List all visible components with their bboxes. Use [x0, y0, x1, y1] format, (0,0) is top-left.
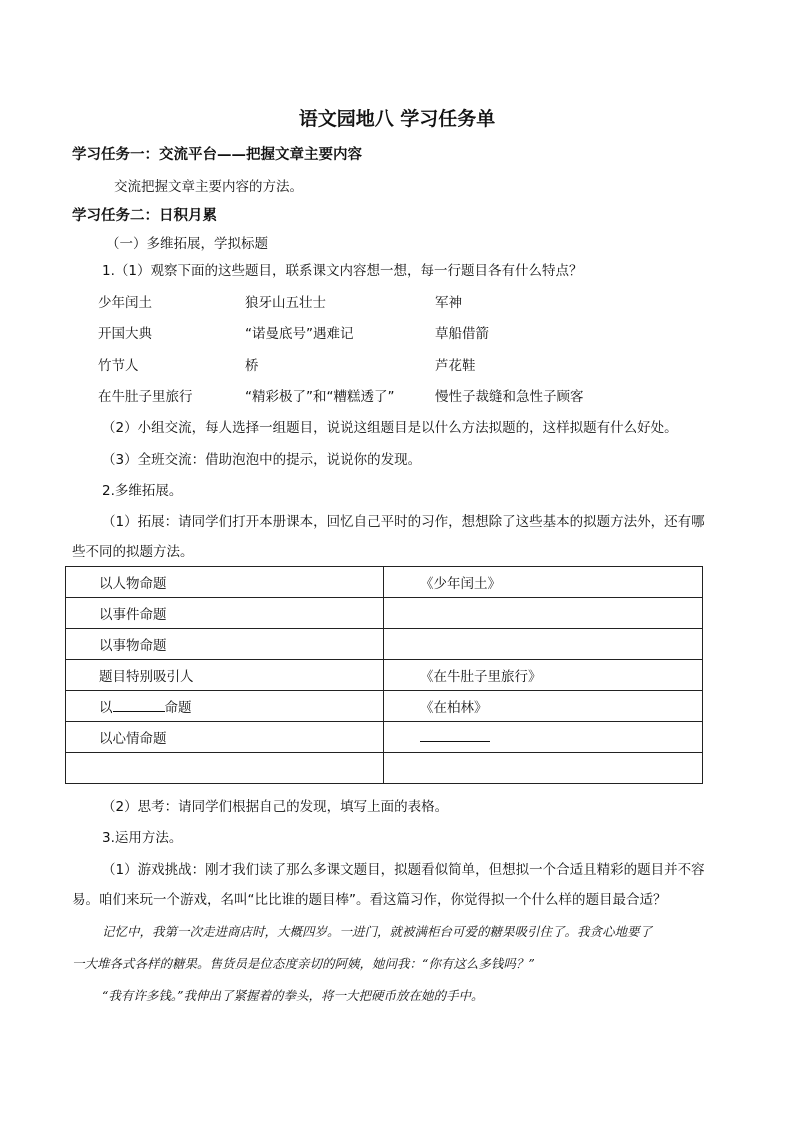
example-cell[interactable]	[384, 753, 703, 784]
title-cell: “精彩极了”和“糟糕透了”	[245, 389, 395, 405]
question-2: 2.多维拓展。	[102, 483, 183, 499]
method-cell[interactable]: 题目特别吸引人	[66, 660, 384, 691]
table-row	[66, 722, 703, 753]
title-cell: 狼牙山五壮士	[245, 295, 326, 311]
fill-blank[interactable]	[420, 729, 490, 742]
page-title: 语文园地八 学习任务单	[298, 108, 496, 130]
title-cell: 开国大典	[98, 326, 152, 342]
example-cell[interactable]: 《少年闰土》	[384, 567, 703, 598]
example-cell[interactable]: 《在牛肚子里旅行》	[384, 660, 703, 691]
title-cell: “诺曼底号”遇难记	[245, 326, 354, 342]
example-cell[interactable]	[384, 598, 703, 629]
method-cell[interactable]: 以事物命题	[66, 629, 384, 660]
method-suffix: 命题	[164, 700, 192, 716]
method-cell[interactable]: 以事件命题	[66, 598, 384, 629]
table-row	[66, 567, 703, 598]
example-cell[interactable]: 《在柏林》	[384, 691, 703, 722]
method-prefix: 以	[99, 700, 113, 716]
task1-heading-text: 学习任务一：交流平台——把握文章主要内容	[72, 146, 362, 163]
passage-line: “我有许多钱。”我伸出了紧握着的拳头，将一大把硬币放在她的手中。	[102, 988, 484, 1003]
method-cell[interactable]: 以人物命题	[66, 567, 384, 598]
title-cell: 在牛肚子里旅行	[98, 389, 193, 405]
question-3-1-line1: （1）游戏挑战：刚才我们读了那么多课文题目，拟题看似简单，但想拟一个合适且精彩的题目并不容	[102, 862, 705, 878]
title-cell: 芦花鞋	[435, 358, 476, 374]
method-cell[interactable]: 以心情命题	[66, 722, 384, 753]
question-1-3: （3）全班交流：借助泡泡中的提示，说说你的发现。	[102, 452, 422, 468]
question-3-1-line2: 易。咱们来玩一个游戏，名叫“比比谁的题目棒”。看这篇习作，你觉得拟一个什么样的题目最合适？	[72, 892, 667, 908]
table-row	[66, 598, 703, 629]
table-row	[66, 629, 703, 660]
passage-line: 记忆中，我第一次走进商店时，大概四岁。一进门，就被满柜台可爱的糖果吸引住了。我贪心地要了	[102, 924, 653, 939]
task1-body: 交流把握文章主要内容的方法。	[114, 179, 303, 195]
task1-heading	[72, 146, 362, 164]
title-cell: 少年闰土	[98, 295, 152, 311]
question-1-2: （2）小组交流，每人选择一组题目，说说这组题目是以什么方法拟题的，这样拟题有什么好处。	[102, 420, 678, 436]
title-cell: 慢性子裁缝和急性子顾客	[435, 389, 584, 405]
task2-heading: 学习任务二：日积月累	[72, 207, 217, 224]
title-cell: 桥	[245, 358, 259, 374]
question-1-1: 1.（1）观察下面的这些题目，联系课文内容想一想，每一行题目各有什么特点？	[102, 263, 583, 279]
fill-blank[interactable]	[113, 699, 165, 712]
passage-line: 一大堆各式各样的糖果。售货员是位态度亲切的阿姨，她问我：“你有这么多钱吗？”	[72, 956, 535, 971]
table-row	[66, 753, 703, 784]
question-2-2: （2）思考：请同学们根据自己的发现，填写上面的表格。	[102, 799, 449, 815]
table-row	[66, 691, 703, 722]
table-row	[66, 660, 703, 691]
question-2-1-line2: 些不同的拟题方法。	[72, 544, 194, 560]
title-cell: 草船借箭	[435, 326, 489, 342]
title-cell: 军神	[435, 295, 462, 311]
section1-heading: （一）多维拓展，学拟标题	[106, 236, 268, 252]
title-method-table	[65, 566, 703, 784]
example-cell[interactable]	[384, 722, 703, 753]
question-2-1-line1: （1）拓展：请同学们打开本册课本，回忆自己平时的习作，想想除了这些基本的拟题方法外，还有哪	[102, 514, 705, 530]
question-3: 3.运用方法。	[102, 830, 183, 846]
example-cell[interactable]	[384, 629, 703, 660]
method-cell[interactable]	[66, 691, 384, 722]
method-cell[interactable]	[66, 753, 384, 784]
title-cell: 竹节人	[98, 358, 139, 374]
